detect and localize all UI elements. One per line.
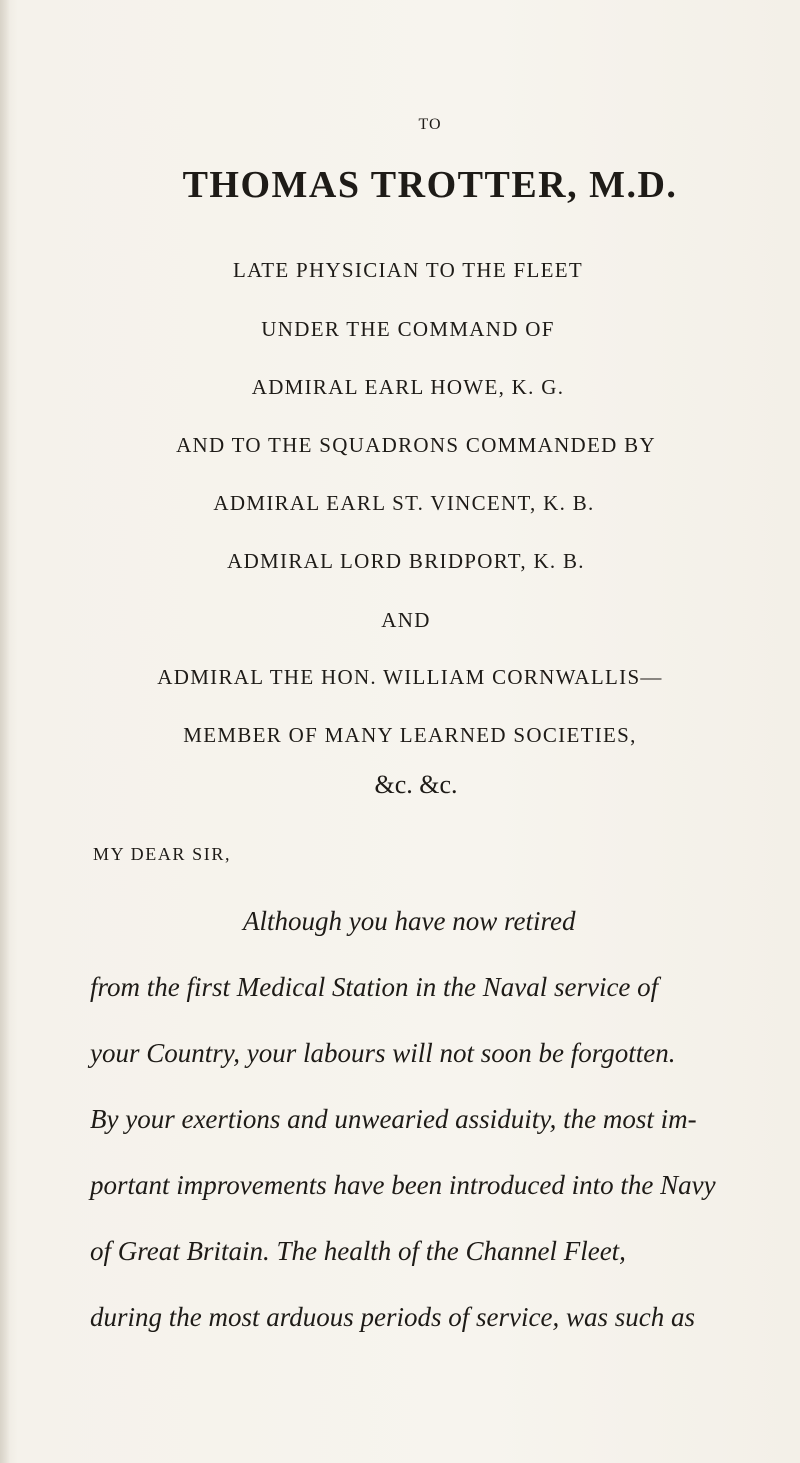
dedication-line: MEMBER OF MANY LEARNED SOCIETIES,: [183, 723, 637, 747]
letter-body-line: By your exertions and unwearied assiduity, the most im-: [90, 1104, 697, 1134]
dedication-line: ADMIRAL LORD BRIDPORT, K. B.: [227, 549, 585, 573]
dedication-line: UNDER THE COMMAND OF: [261, 317, 555, 341]
dedication-line: AND TO THE SQUADRONS COMMANDED BY: [176, 433, 656, 457]
letter-body: [90, 888, 716, 1350]
dedication-line: LATE PHYSICIAN TO THE FLEET: [232, 258, 584, 282]
dedication-line: AND: [381, 608, 431, 632]
dedication-to: TO: [418, 116, 442, 133]
letter-body-line: of Great Britain. The health of the Channel Fleet,: [90, 1236, 626, 1266]
binding-shadow: [0, 0, 10, 1463]
letter-body-line: Although you have now retired: [243, 906, 576, 936]
letter-salutation: MY DEAR SIR,: [93, 844, 232, 864]
dedication-line: ADMIRAL EARL ST. VINCENT, K. B.: [213, 491, 595, 515]
dedication-etc: &c. &c.: [374, 770, 458, 799]
dedication-line: ADMIRAL THE HON. WILLIAM CORNWALLIS—: [157, 665, 663, 689]
letter-body-line: portant improvements have been introduced into the Navy: [90, 1170, 716, 1200]
letter-body-line: from the first Medical Station in the Naval service of: [90, 972, 659, 1002]
letter-body-line: during the most arduous periods of service, was such as: [90, 1302, 695, 1332]
dedication-line: ADMIRAL EARL HOWE, K. G.: [251, 375, 565, 399]
dedicatee-name: THOMAS TROTTER, M.D.: [182, 164, 678, 206]
letter-body-line: your Country, your labours will not soon be forgotten.: [90, 1038, 676, 1068]
